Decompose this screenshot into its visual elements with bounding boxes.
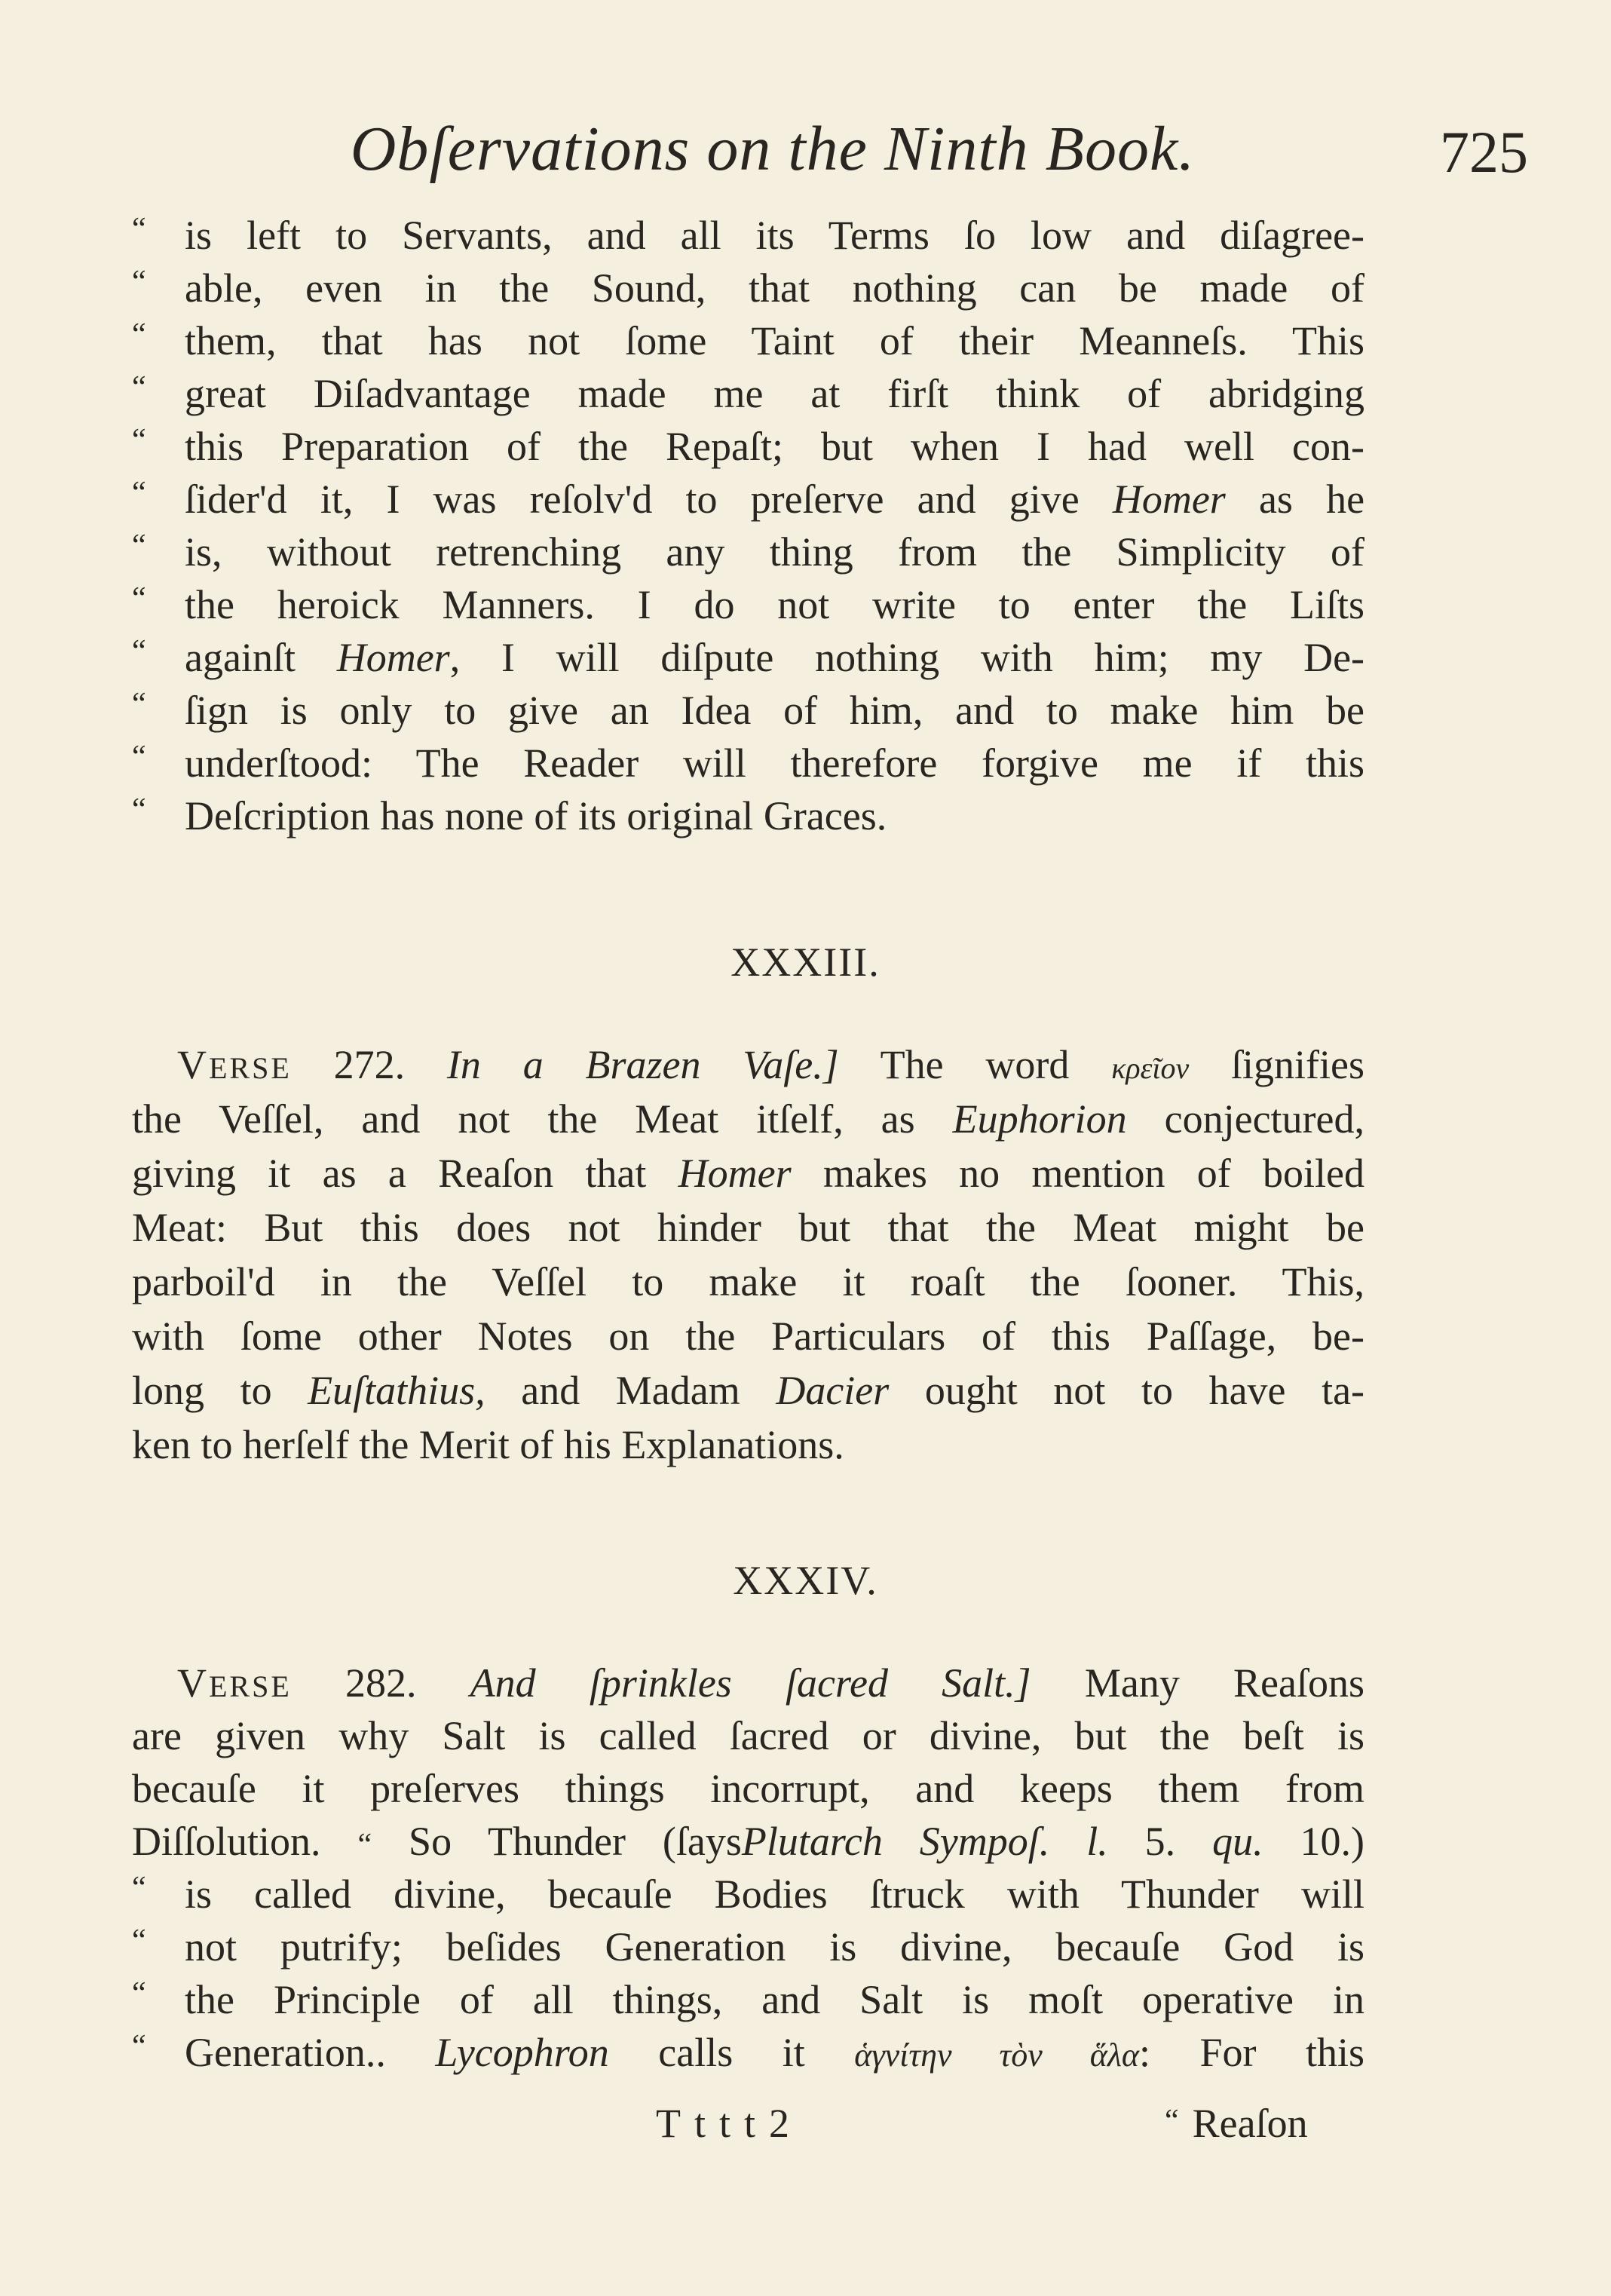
quote-mark: “: [132, 212, 146, 247]
paragraph-line: the Veſſel, and not the Meat itſelf, as Euphorion conjectured,: [132, 1096, 1364, 1142]
quoted-line: “ is left to Servants, and all its Terms ſo low and diſagree-: [132, 208, 1364, 262]
quoted-line: “ them, that has not ſome Taint of their Meanneſs. This: [132, 314, 1364, 368]
quoted-line: “ is, without retrenching any thing from the Simplicity of: [132, 525, 1364, 579]
quote-mark: “: [132, 265, 146, 299]
paragraph-line: parboil'd in the Veſſel to make it roaſt the ſooner. This,: [132, 1259, 1364, 1304]
paragraph-line: long to Euſtathius, and Madam Dacier ought not to have ta-: [132, 1368, 1365, 1413]
verse-number: 282.: [345, 1660, 417, 1706]
quoted-line: “ ſign is only to give an Idea of him, and to make him be: [132, 683, 1364, 737]
quote-mark: “: [132, 740, 146, 774]
quoted-line: “ not putrify; beſides Generation is divine, becauſe God is: [132, 1920, 1364, 1974]
quote-mark: “: [132, 370, 146, 405]
signature-mark: Tttt2: [656, 2101, 803, 2146]
paragraph-line: with ſome other Notes on the Particulars of this Paſſage, be-: [132, 1314, 1364, 1359]
paragraph-line: becauſe it preſerves things incorrupt, and keeps them from: [132, 1766, 1364, 1811]
quote-mark: “: [132, 581, 146, 616]
homer-name: Homer: [1112, 477, 1226, 522]
page-number: 725: [1440, 119, 1528, 185]
verse-number: 272.: [333, 1042, 406, 1087]
greek-phrase: ἁγνίτην τὸν ἅλα: [854, 2037, 1140, 2074]
section-heading-33: XXXIII.: [730, 940, 881, 985]
quoted-line: “ ſider'd it, I was reſolv'd to preſerve and give Homer as he: [132, 472, 1364, 526]
quoted-line: “ Deſcription has none of its original Graces.: [132, 789, 1364, 843]
quoted-line: “ this Preparation of the Repaſt; but when I had well con-: [132, 419, 1364, 474]
running-head: Obſervations on the Ninth Book.: [350, 114, 1196, 184]
paragraph-line: VERSE 272. In a Brazen Vaſe.] The word κρεῖον ſignifies: [177, 1042, 1365, 1087]
quote-mark: “: [132, 687, 146, 722]
quote-mark: “: [132, 2029, 146, 2064]
quoted-line: “ is called divine, becauſe Bodies ſtruck with Thunder will: [132, 1867, 1364, 1921]
verse-label: VERSE: [177, 1042, 292, 1087]
quoted-line: “ Generation.. Lycophron calls it ἁγνίτην τὸν ἅλα: For this: [132, 2025, 1364, 2080]
paragraph-line: giving it as a Reaſon that Homer makes no mention of boiled: [132, 1151, 1364, 1196]
quote-mark: “: [132, 1871, 146, 1905]
quote-mark: “: [132, 476, 146, 510]
quoted-line: “ great Diſadvantage made me at firſt think of abridging: [132, 366, 1364, 421]
section-heading-34: XXXIV.: [733, 1558, 878, 1603]
paragraph-line: ken to herſelf the Merit of his Explanations.: [132, 1422, 844, 1467]
lemma: In a Brazen Vaſe.]: [446, 1042, 839, 1087]
quoted-line: “ againſt Homer, I will diſpute nothing with him; my De-: [132, 630, 1364, 685]
homer-name: Homer: [336, 635, 450, 680]
verse-label: VERSE: [177, 1660, 292, 1706]
lemma: And ſprinkles ſacred Salt.]: [470, 1660, 1031, 1706]
paragraph-line: are given why Salt is called ſacred or divine, but the beſt is: [132, 1713, 1364, 1758]
paragraph-line: VERSE 282. And ſprinkles ſacred Salt.] Many Reaſons: [177, 1660, 1364, 1706]
quote-mark: “: [132, 1976, 146, 2011]
quote-mark: “: [132, 529, 146, 563]
quote-mark: “: [132, 317, 146, 352]
paragraph-line: Meat: But this does not hinder but that the Meat might be: [132, 1205, 1364, 1250]
quoted-line: “ underſtood: The Reader will therefore forgive me if this: [132, 736, 1364, 790]
quote-mark: “: [132, 792, 146, 827]
quoted-line: “ the heroick Manners. I do not write to enter the Liſts: [132, 578, 1364, 632]
quoted-line: “ able, even in the Sound, that nothing can be made of: [132, 261, 1364, 315]
quote-mark: “: [357, 1828, 372, 1862]
paragraph-line: Diſſolution. “ So Thunder (ſaysPlutarch Sympoſ. l. 5. qu. 10.): [132, 1819, 1364, 1864]
quoted-line: “ the Principle of all things, and Salt is moſt operative in: [132, 1973, 1364, 2027]
catchword: “ Reaſon: [1165, 2101, 1308, 2146]
quote-mark: “: [1165, 2104, 1179, 2138]
greek-word: κρεῖον: [1111, 1051, 1190, 1085]
quote-mark: “: [132, 423, 146, 458]
quote-mark: “: [132, 1924, 146, 1958]
quote-mark: “: [132, 634, 146, 669]
